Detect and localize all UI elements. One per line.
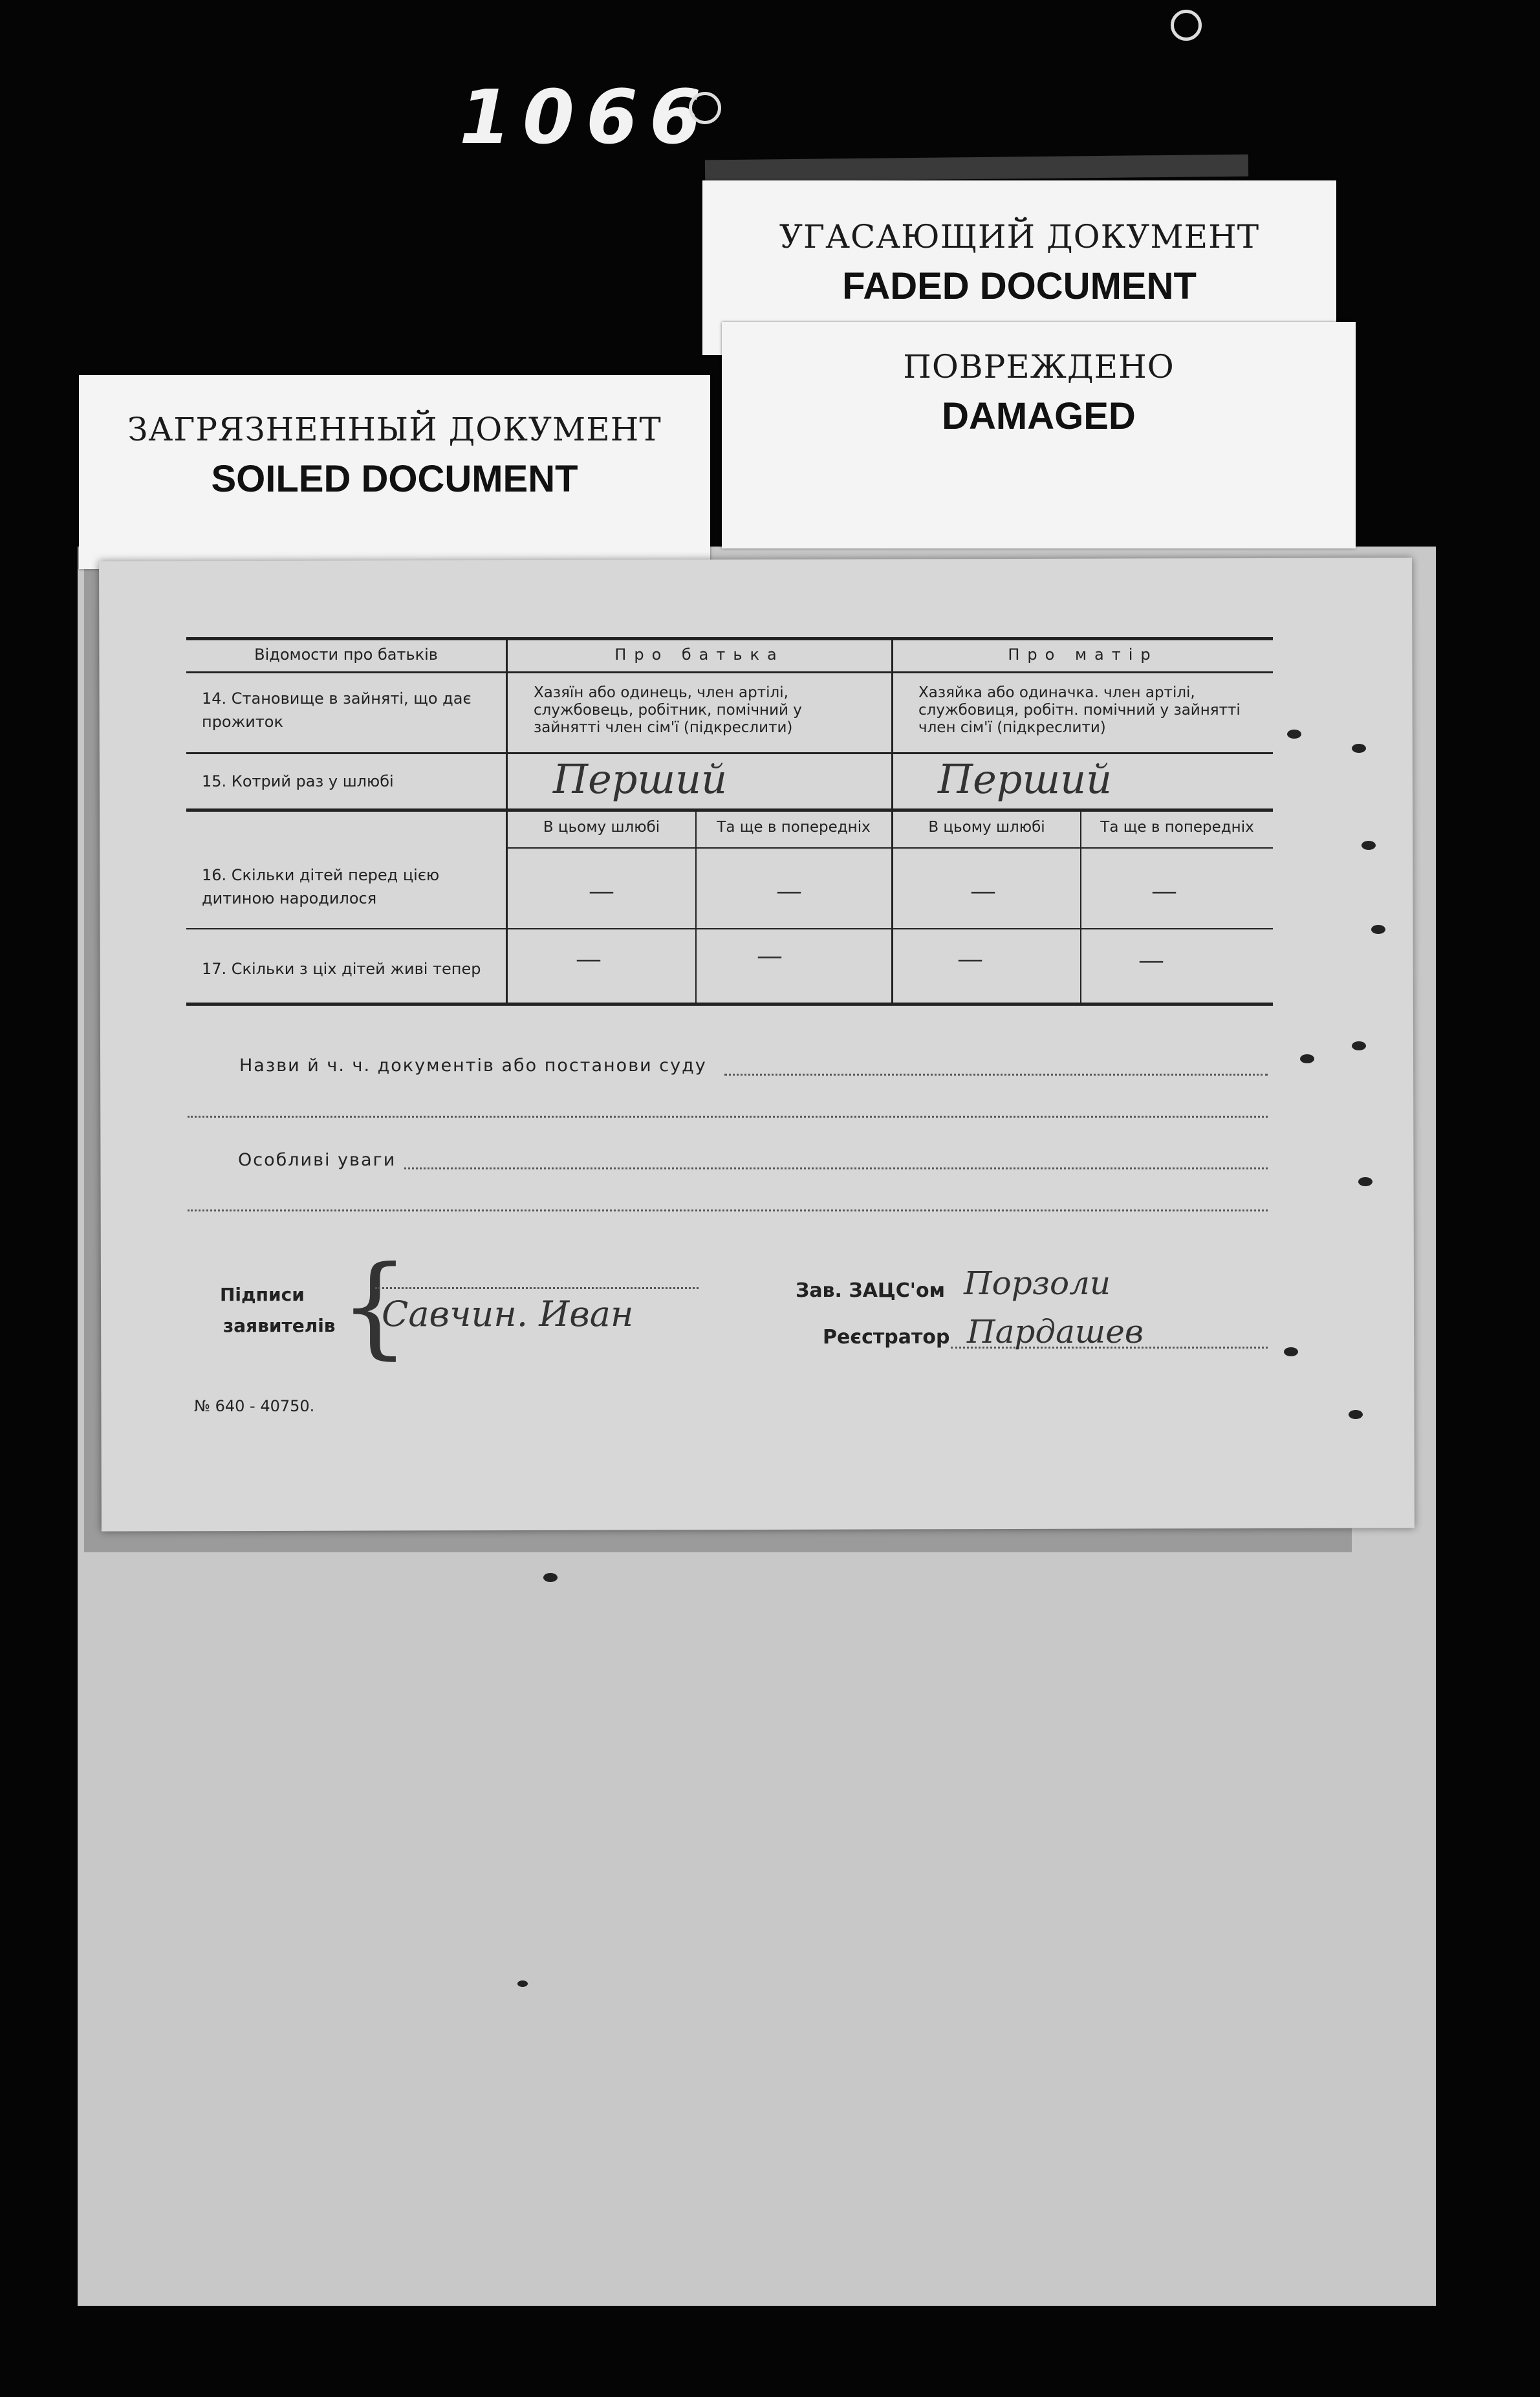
header-parents-info: Відомости про батьків bbox=[254, 645, 438, 664]
punch-hole bbox=[1361, 841, 1376, 850]
faded-label-en: FADED DOCUMENT bbox=[842, 265, 1197, 307]
punch-hole bbox=[1287, 730, 1301, 739]
faded-label-ru: УГАСАЮЩИЙ ДОКУМЕНТ bbox=[779, 218, 1260, 255]
row-15-mother-value: Перший bbox=[938, 755, 1112, 803]
row-16-value: — bbox=[970, 876, 996, 906]
row-14-father-options: Хазяїн або одинець, член артілі, службовець, робітник, помічний у зайнятті член сім'ї (підкреслити) bbox=[534, 684, 802, 736]
film-dot bbox=[689, 92, 721, 124]
applicant-signature: Савчин. Иван bbox=[382, 1294, 634, 1334]
documents-line bbox=[724, 1074, 1268, 1076]
subheader-father-previous: Та ще в попередніх bbox=[717, 819, 871, 836]
signature-brace: { bbox=[340, 1242, 410, 1371]
row-17-value: — bbox=[757, 941, 783, 971]
film-dot bbox=[1171, 10, 1202, 41]
head-signature: Порзоли bbox=[964, 1264, 1111, 1302]
form-number: № 640 - 40750. bbox=[194, 1397, 315, 1415]
table-bottom-rule bbox=[186, 1003, 1273, 1006]
board-speck bbox=[517, 1980, 528, 1987]
row-16-rule bbox=[186, 928, 1273, 929]
punch-hole bbox=[1349, 1410, 1363, 1419]
signatures-label-2: заявителів bbox=[223, 1315, 336, 1336]
row-14-mother-options: Хазяйка або одиначка. член артілі, службовиця, робітн. помічний у зайнятті член сім'ї (підкреслити) bbox=[918, 684, 1241, 736]
row-17-value: — bbox=[576, 944, 602, 974]
damaged-label-ru: ПОВРЕЖДЕНО bbox=[903, 348, 1175, 385]
punch-hole bbox=[1352, 1041, 1366, 1050]
registrar-signature: Пардашев bbox=[967, 1313, 1144, 1350]
row-15-label: 15. Котрий раз у шлюбі bbox=[202, 772, 394, 790]
paper-strip bbox=[705, 155, 1248, 182]
soiled-document-label bbox=[79, 375, 710, 569]
notes-line-2 bbox=[188, 1209, 1268, 1211]
signatures-label: Підписи bbox=[220, 1284, 305, 1305]
registrar-label: Реєстратор bbox=[823, 1326, 950, 1349]
row-15-rule bbox=[186, 808, 1273, 812]
notes-line bbox=[404, 1167, 1268, 1169]
row-16-label: 16. Скільки дітей перед цією дитиною народилося bbox=[202, 866, 440, 907]
board-speck bbox=[543, 1573, 558, 1582]
row-16-value: — bbox=[1151, 876, 1177, 906]
row-16-value: — bbox=[776, 876, 802, 906]
punch-hole bbox=[1352, 744, 1366, 753]
header-father: Про батька bbox=[614, 645, 785, 664]
subheader-mother-previous: Та ще в попередніх bbox=[1100, 819, 1254, 836]
row-17-value: — bbox=[957, 944, 983, 974]
col-rule-father-split bbox=[695, 812, 697, 1006]
damaged-label bbox=[722, 322, 1356, 548]
subheader-rule bbox=[508, 847, 1273, 849]
table-header-rule bbox=[186, 671, 1273, 673]
soiled-label-en: SOILED DOCUMENT bbox=[211, 458, 578, 500]
col-rule-mother-split bbox=[1080, 812, 1081, 1006]
damaged-label-en: DAMAGED bbox=[942, 395, 1136, 437]
header-mother: Про матір bbox=[1008, 645, 1158, 664]
punch-hole bbox=[1284, 1347, 1298, 1356]
documents-line-2 bbox=[188, 1116, 1268, 1118]
signature-line-1 bbox=[375, 1287, 699, 1289]
row-14-label: 14. Становище в зайняті, що дає прожиток bbox=[202, 689, 472, 731]
documents-label: Назви й ч. ч. документів або постанови суду bbox=[239, 1056, 707, 1076]
subheader-father-this: В цьому шлюбі bbox=[543, 819, 660, 836]
notes-label: Особливі уваги bbox=[238, 1150, 396, 1170]
row-17-label: 17. Скільки з ціх дітей живі тепер bbox=[202, 960, 481, 978]
row-15-father-value: Перший bbox=[553, 755, 728, 803]
table-top-rule bbox=[186, 637, 1273, 640]
head-label: Зав. ЗАЦС'ом bbox=[796, 1279, 946, 1302]
row-17-value: — bbox=[1138, 946, 1164, 975]
soiled-label-ru: ЗАГРЯЗНЕННЫЙ ДОКУМЕНТ bbox=[127, 411, 662, 448]
archive-number: 1066 bbox=[459, 74, 713, 161]
row-16-value: — bbox=[589, 876, 614, 906]
punch-hole bbox=[1371, 925, 1385, 934]
subheader-mother-this: В цьому шлюбі bbox=[928, 819, 1045, 836]
punch-hole bbox=[1300, 1054, 1314, 1063]
row-14-rule bbox=[186, 752, 1273, 754]
punch-hole bbox=[1358, 1177, 1372, 1186]
